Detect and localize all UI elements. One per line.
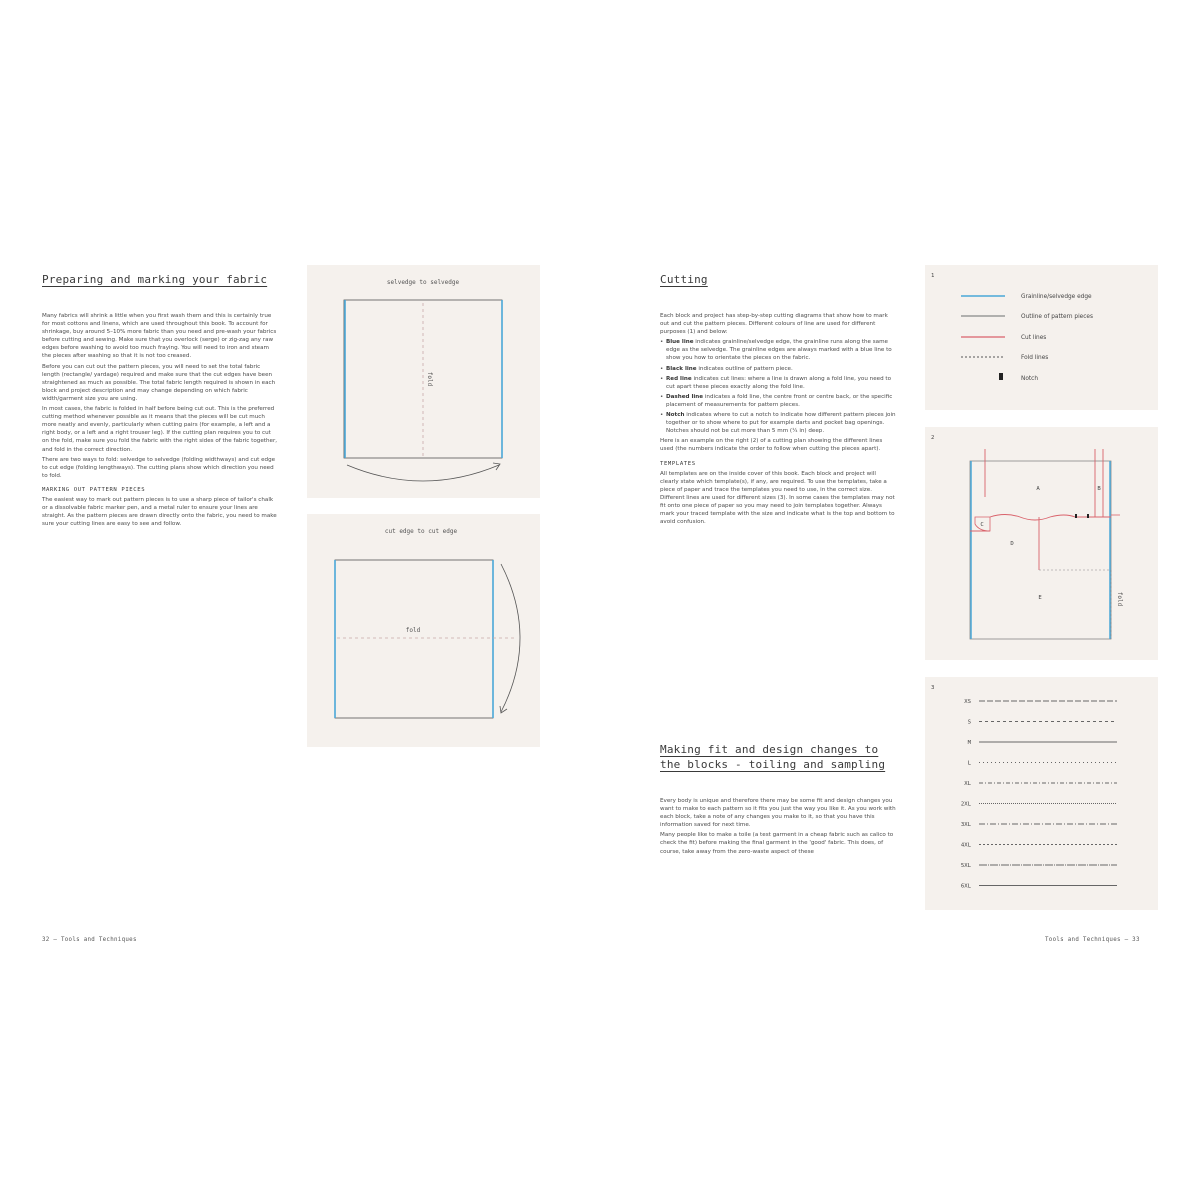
- fold-label: fold: [1116, 591, 1123, 607]
- right-page-body: [660, 312, 896, 528]
- selvedge-diagram-title: selvedge to selvedge: [386, 279, 460, 286]
- cutting-plan-panel: [925, 427, 1158, 660]
- piece-label-a: A: [1036, 486, 1040, 492]
- bullet-blue: • Blue line indicates grainline/selvedge edge, the grainline runs along the same edge as the selvedge. The grainline edges are always marked with a blue line to show you how to orientate the pieces on the fabric.: [660, 338, 896, 362]
- size-label: L: [967, 760, 971, 767]
- size-label: 4XL: [960, 842, 971, 849]
- fit-changes-body: [660, 797, 896, 858]
- marking-subheading: MARKING OUT PATTERN PIECES: [42, 486, 146, 493]
- fold-direction-arrow: [347, 465, 499, 481]
- right-footer: Tools and Techniques — 33: [1045, 937, 1140, 943]
- marking-paragraph: The easiest way to mark out pattern pieces is to use a sharp piece of tailor's chalk or a dissolvable fabric marker pen, and a metal ruler to ensure your lines are straight. As the pattern pieces are drawn directly onto the fabric, you need to make sure your cutting lines are easy to see and follow.: [42, 496, 277, 528]
- size-label: S: [967, 719, 971, 726]
- left-paragraph-2: Before you can cut out the pattern pieces, you will need to set the total fabric length (rectangle/ yardage) required and make sure that the cut edges have been straightened as much as possible. The total fabric length required is shown in each block and project description and may change depending on which fabric width/garment size you are using.: [42, 363, 276, 402]
- legend-label-outline: Outline of pattern pieces: [1021, 314, 1094, 320]
- templates-paragraph: All templates are on the inside cover of this book. Each block and project will clearly state which template(s), if any, are required. To use the templates, take a piece of paper and trace the templates you need to use, in the correct size. Different lines are used for different sizes (3). In some cases the templates may not fit onto one piece of paper so you may need to join templates together. Always mark your traced template with the size and indicate what is the top and bottom to avoid confusion.: [660, 470, 895, 526]
- size-label: XS: [964, 699, 971, 705]
- bullet-dashed: • Dashed line indicates a fold line, the centre front or centre back, or the specific placement of measurements for pattern pieces.: [660, 393, 896, 409]
- piece-label-e: E: [1038, 595, 1042, 601]
- fabric-outline: [335, 560, 493, 718]
- fold-label: fold: [426, 371, 433, 387]
- panel-number: 3: [931, 685, 935, 691]
- fit-changes-heading: [660, 742, 900, 772]
- fit-heading-line-2: the blocks - toiling and sampling: [660, 758, 886, 771]
- size-label: XL: [964, 781, 971, 787]
- neckline-cut-curve: [990, 515, 1111, 521]
- size-label: 2XL: [960, 801, 971, 808]
- left-paragraph-3: In most cases, the fabric is folded in half before being cut out. This is the preferred cutting method whenever possible as it means that the pieces will be cut much more neatly and evenly, particularly when cutting pairs (for example, a left and a right body, or a left and a right trouser leg). If the cutting plan requires you to cut on the fold, make sure you fold the fabric with the right sides of the fabric together, and fold in the correct direction.: [42, 406, 278, 453]
- legend-label-fold: Fold lines: [1021, 355, 1049, 361]
- left-paragraph-1: Many fabrics will shrink a little when you first wash them and this is certainly true for most cottons and linens, which are used throughout this book. To account for shrinkage, buy around 5–10% more fabric than you need and pre-wash your fabrics before cutting and sewing. Make sure that you overlock (serge) or zig-zag any raw edges before washing to avoid too much fraying. You will need to iron and steam the pieces after washing so that it is not too creased.: [42, 313, 277, 360]
- panel-number: 1: [931, 273, 935, 279]
- line-types-list: [660, 338, 896, 435]
- arrowhead-icon: [493, 463, 500, 470]
- size-label: 6XL: [960, 883, 971, 890]
- left-page-heading: Preparing and marking your fabric: [42, 273, 268, 286]
- left-footer: 32 — Tools and Techniques: [42, 937, 137, 943]
- bullet-notch: • Notch indicates where to cut a notch to indicate how different pattern pieces join together or to show where to put for example darts and pocket bag openings. Notches should not be cut more than 5 mm (¼ in) deep.: [660, 411, 896, 435]
- example-paragraph: Here is an example on the right (2) of a cutting plan showing the different lines used (the numbers indicate the order to follow when cutting the pieces apart).: [660, 438, 883, 453]
- notch-icon: [1075, 514, 1077, 518]
- templates-subheading: TEMPLATES: [660, 460, 696, 467]
- legend-label-notch: Notch: [1021, 376, 1039, 382]
- size-label: 3XL: [960, 822, 971, 828]
- cutedge-diagram: [307, 514, 540, 747]
- cutting-intro: Each block and project has step-by-step cutting diagrams that show how to mark out and cut the pattern pieces. Different colours of line are used for different purposes (1) and below:: [660, 313, 888, 336]
- piece-label-b: B: [1097, 486, 1101, 492]
- fit-heading-line-1: Making fit and design changes to: [660, 743, 879, 756]
- left-page-body: [42, 312, 278, 530]
- piece-label-c: C: [980, 522, 984, 528]
- notch-icon: [999, 373, 1003, 380]
- line-legend-panel: [925, 265, 1158, 410]
- legend-label-cut: Cut lines: [1021, 335, 1047, 341]
- cutedge-diagram-title: cut edge to cut edge: [384, 528, 458, 535]
- size-label: 5XL: [960, 863, 971, 869]
- selvedge-diagram: [307, 265, 540, 498]
- legend-label-grainline: Grainline/selvedge edge: [1021, 294, 1092, 300]
- fit-paragraph-2: Many people like to make a toile (a test garment in a cheap fabric such as calico to check the fit) before making the final garment in the 'good' fabric. This does, of course, take away from the zero-waste aspect of these: [660, 832, 894, 855]
- size-label: M: [967, 740, 971, 746]
- left-paragraph-4: There are two ways to fold: selvedge to selvedge (folding widthways) and cut edge to cut edge (folding lengthways). The cutting plans show which direction you need to fold.: [42, 456, 276, 479]
- size-lines-panel: [925, 677, 1158, 910]
- fold-direction-arrow: [501, 564, 520, 712]
- right-page-heading: Cutting: [660, 273, 708, 286]
- fabric-outline: [970, 461, 1111, 639]
- fold-label: fold: [405, 627, 421, 634]
- piece-label-d: D: [1010, 541, 1014, 547]
- bullet-black: • Black line indicates outline of pattern piece.: [660, 365, 896, 373]
- fit-paragraph-1: Every body is unique and therefore there may be some fit and design changes you want to make to each pattern so it fits you just the way you like it. As you work with each block, take a note of any changes you make to it, so that you have this information saved for next time.: [660, 798, 896, 829]
- panel-number: 2: [931, 435, 935, 441]
- notch-icon: [1087, 514, 1089, 518]
- bullet-red: • Red line indicates cut lines: where a line is drawn along a fold line, you need to cut apart these pieces exactly along the fold line.: [660, 375, 896, 391]
